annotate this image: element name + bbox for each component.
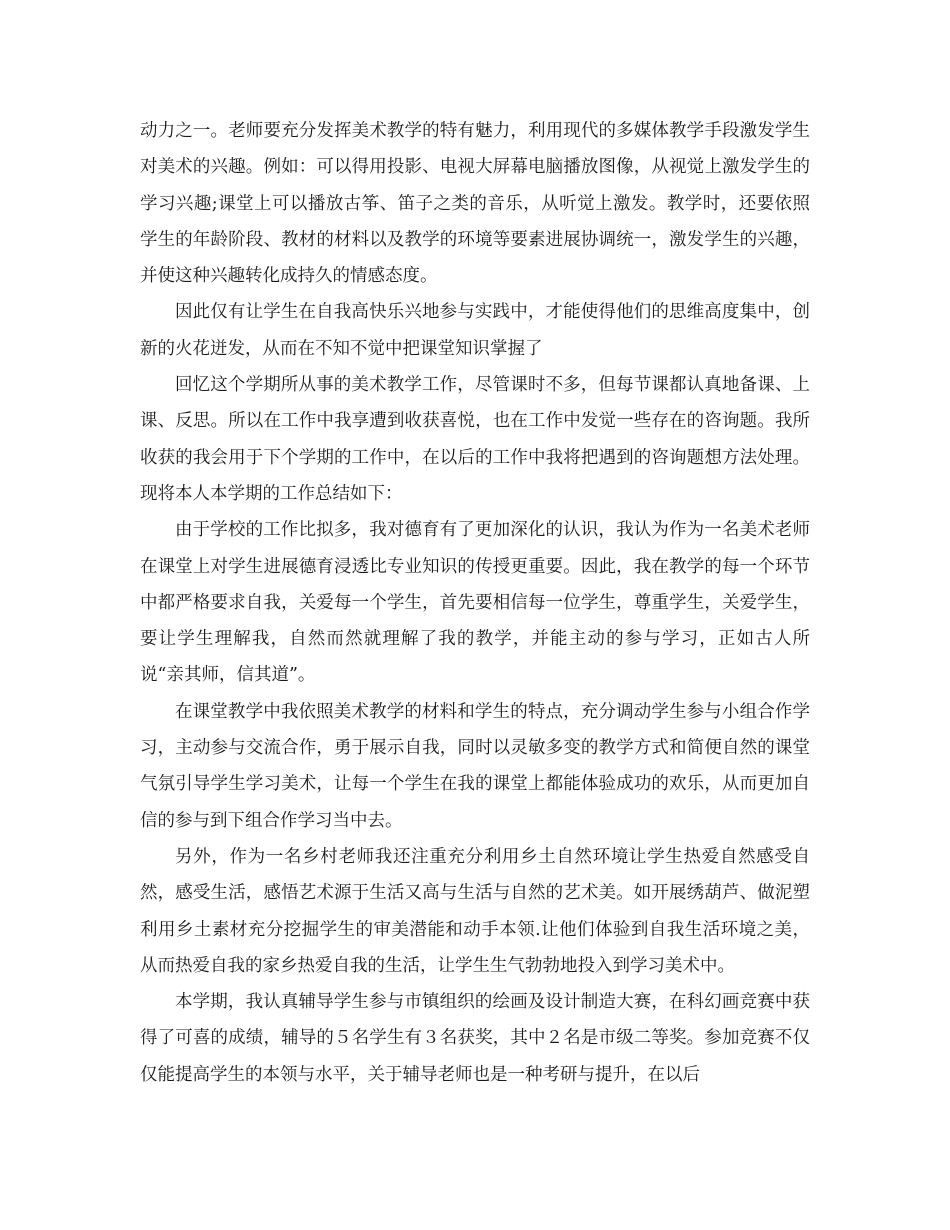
- paragraph-3: 回忆这个学期所从事的美术教学工作，尽管课时不多，但每节课都认真地备课、上课、反思。所以在工作中我享遭到收获喜悦，也在工作中发觉一些存在的咨询题。我所收获的我会用于下个学期的工作中，在以后的工作中我将把遇到的咨询题想方法处理。现将本人本学期的工作总结如下：: [140, 375, 810, 504]
- paragraph-4: 由于学校的工作比拟多，我对德育有了更加深化的认识，我认为作为一名美术老师在课堂上对学生进展德育浸透比专业知识的传授更重要。因此，我在教学的每一个环节中都严格要求自我，关爱每一个学生，首先要相信每一位学生，尊重学生，关爱学生，要让学生理解我，自然而然就理解了我的教学，并能主动的参与学习，正如古人所说“亲其师，信其道”。: [140, 520, 810, 686]
- paragraph-7: 本学期，我认真辅导学生参与市镇组织的绘画及设计制造大赛，在科幻画竞赛中获得了可喜的成绩，辅导的５名学生有３名获奖，其中２名是市级二等奖。参加竞赛不仅仅能提高学生的本领与水平，关于辅导老师也是一种考研与提升，在以后: [140, 992, 810, 1085]
- document-body: [140, 113, 810, 1093]
- paragraph-1: 动力之一。老师要充分发挥美术教学的特有魅力，利用现代的多媒体教学手段激发学生对美术的兴趣。例如：可以得用投影、电视大屏幕电脑播放图像，从视觉上激发学生的学习兴趣;课堂上可以播放古筝、笛子之类的音乐，从听觉上激发。教学时，还要依照学生的年龄阶段、教材的材料以及教学的环境等要素进展协调统一，激发学生的兴趣，并使这种兴趣转化成持久的情感态度。: [140, 121, 810, 287]
- paragraph-5: 在课堂教学中我依照美术教学的材料和学生的特点，充分调动学生参与小组合作学习，主动参与交流合作，勇于展示自我，同时以灵敏多变的教学方式和简便自然的课堂气氛引导学生学习美术，让每一个学生在我的课堂上都能体验成功的欢乐，从而更加自信的参与到下组合作学习当中去。: [140, 701, 810, 831]
- paragraph-2: 因此仅有让学生在自我高快乐兴地参与实践中，才能使得他们的思维高度集中，创新的火花迸发，从而在不知不觉中把课堂知识掌握了: [140, 302, 810, 359]
- paragraph-6: 另外，作为一名乡村老师我还注重充分利用乡土自然环境让学生热爱自然感受自然，感受生活，感悟艺术源于生活又高与生活与自然的艺术美。如开展绣葫芦、做泥塑利用乡土素材充分挖掘学生的审美潜能和动手本领.让他们体验到自我生活环境之美，从而热爱自我的家乡热爱自我的生活，让学生生气勃勃地投入到学习美术中。: [140, 846, 810, 976]
